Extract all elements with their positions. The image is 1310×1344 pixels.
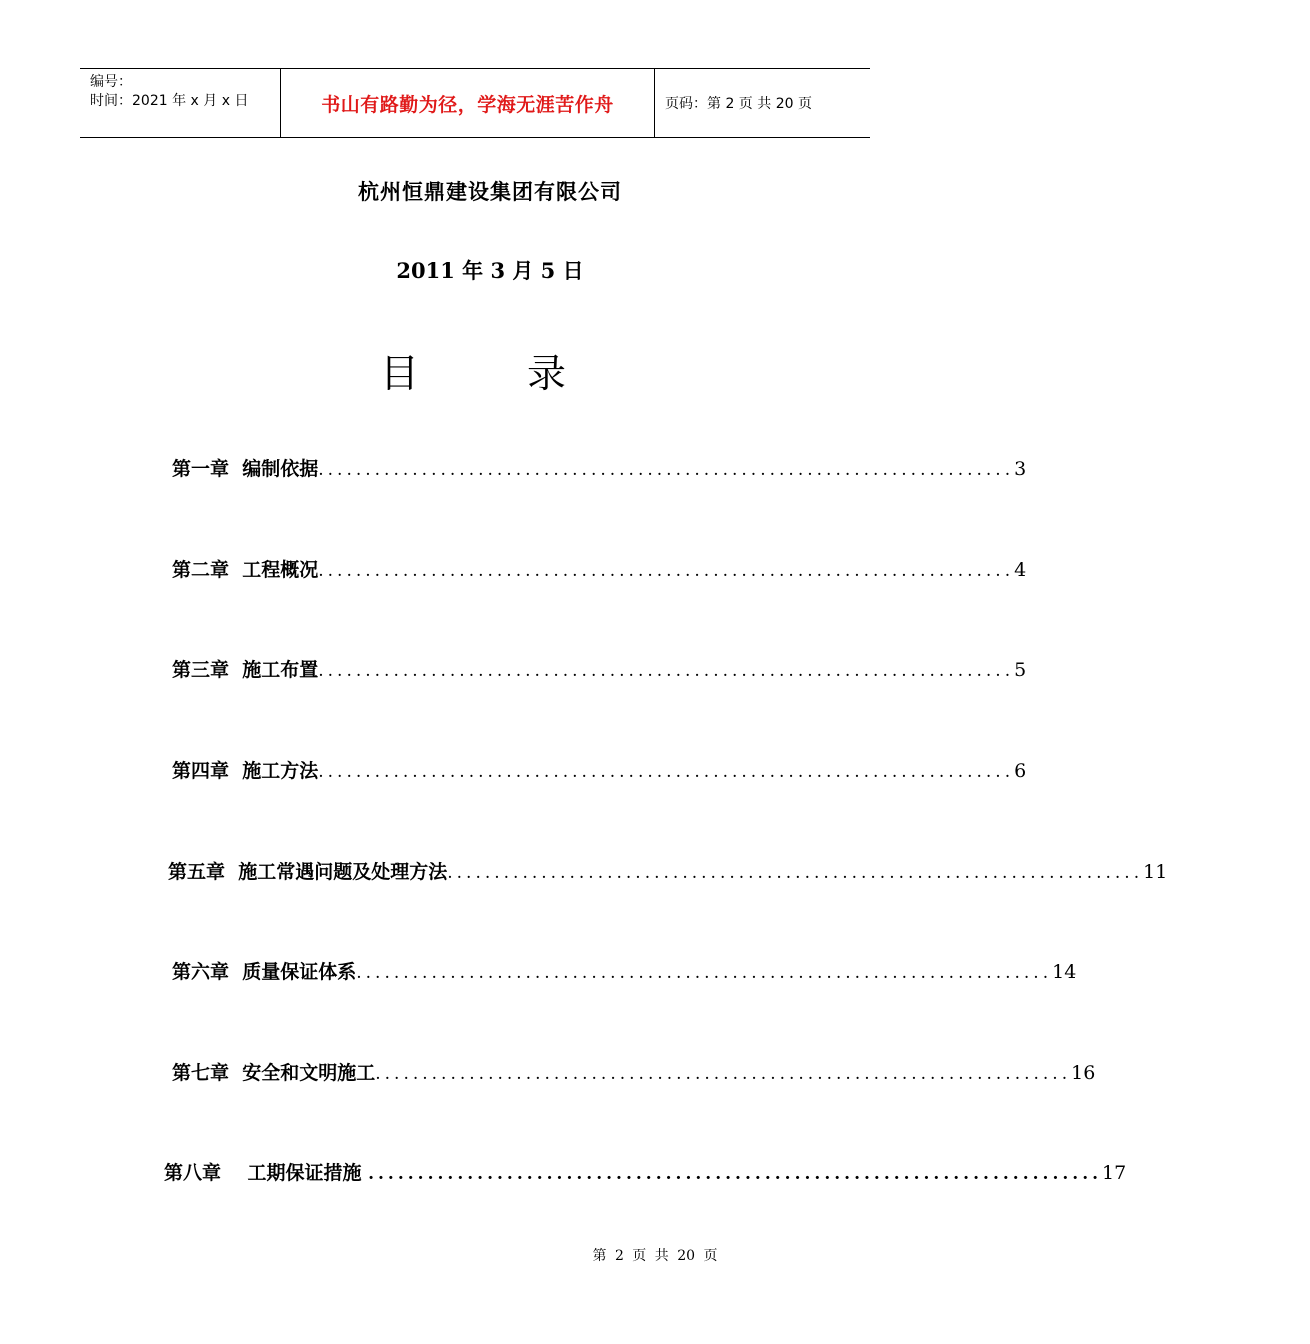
toc-entry[interactable] xyxy=(172,957,1077,987)
toc-leader-dots: .......................................................................... xyxy=(356,963,1053,983)
toc-entry-label: 第五章 施工常遇问题及处理方法 xyxy=(168,861,448,883)
company-name: 杭州恒鼎建设集团有限公司 xyxy=(358,179,622,204)
toc-entry-label: 第八章 工期保证措施 xyxy=(164,1162,369,1184)
page-footer: 第 2 页 共 20 页 xyxy=(592,1248,718,1264)
toc-entry-page: 6 xyxy=(1014,760,1027,782)
toc-entry-label: 第六章 质量保证体系 xyxy=(172,961,357,983)
motto-text: 书山有路勤为径，学海无涯苦作舟 xyxy=(321,93,614,116)
toc-leader-dots: .......................................................................... xyxy=(318,661,1015,681)
toc-entry[interactable] xyxy=(172,655,1027,685)
header-table xyxy=(80,68,870,138)
toc-entry-page: 5 xyxy=(1014,659,1027,681)
toc-leader-dots: .......................................................................... xyxy=(318,460,1015,480)
toc-entry-label: 第四章 施工方法 xyxy=(172,760,319,782)
toc-entry-page: 17 xyxy=(1102,1162,1127,1184)
number-label: 编号： xyxy=(90,74,132,90)
toc-entry[interactable] xyxy=(172,555,1027,585)
toc-entry-page: 3 xyxy=(1014,458,1027,480)
toc-entry[interactable] xyxy=(172,756,1027,786)
toc-leader-dots: .......................................................................... xyxy=(368,1164,1103,1184)
toc-leader-dots: .......................................................................... xyxy=(447,863,1144,883)
toc-entry-label: 第七章 安全和文明施工 xyxy=(172,1062,376,1084)
toc-entry[interactable] xyxy=(168,857,1168,887)
page-info-text: 页码：第 2 页 共 20 页 xyxy=(665,96,812,112)
toc-title-char-1: 目 xyxy=(380,352,420,397)
toc-entry-page: 16 xyxy=(1071,1062,1096,1084)
toc-entry[interactable] xyxy=(172,1058,1096,1088)
motto-cell xyxy=(281,69,655,137)
toc-entry-page: 14 xyxy=(1052,961,1077,983)
header-meta-cell xyxy=(80,69,281,137)
page-info-cell xyxy=(655,69,870,137)
toc-leader-dots: .......................................................................... xyxy=(375,1064,1072,1084)
toc-entry[interactable] xyxy=(172,454,1027,484)
document-date: 2011 年 3 月 5 日 xyxy=(396,258,584,283)
toc-entry[interactable] xyxy=(164,1158,1127,1188)
toc-entry-label: 第二章 工程概况 xyxy=(172,559,319,581)
toc-entry-label: 第三章 施工布置 xyxy=(172,659,319,681)
toc-entry-page: 11 xyxy=(1143,861,1168,883)
toc-leader-dots: .......................................................................... xyxy=(318,762,1015,782)
toc-title xyxy=(380,343,580,397)
toc-entry-page: 4 xyxy=(1014,559,1027,581)
time-label: 时间：2021 年 x 月 x 日 xyxy=(90,93,249,109)
toc-entry-label: 第一章 编制依据 xyxy=(172,458,319,480)
toc-leader-dots: .......................................................................... xyxy=(318,561,1015,581)
toc-title-char-2: 录 xyxy=(527,352,567,397)
